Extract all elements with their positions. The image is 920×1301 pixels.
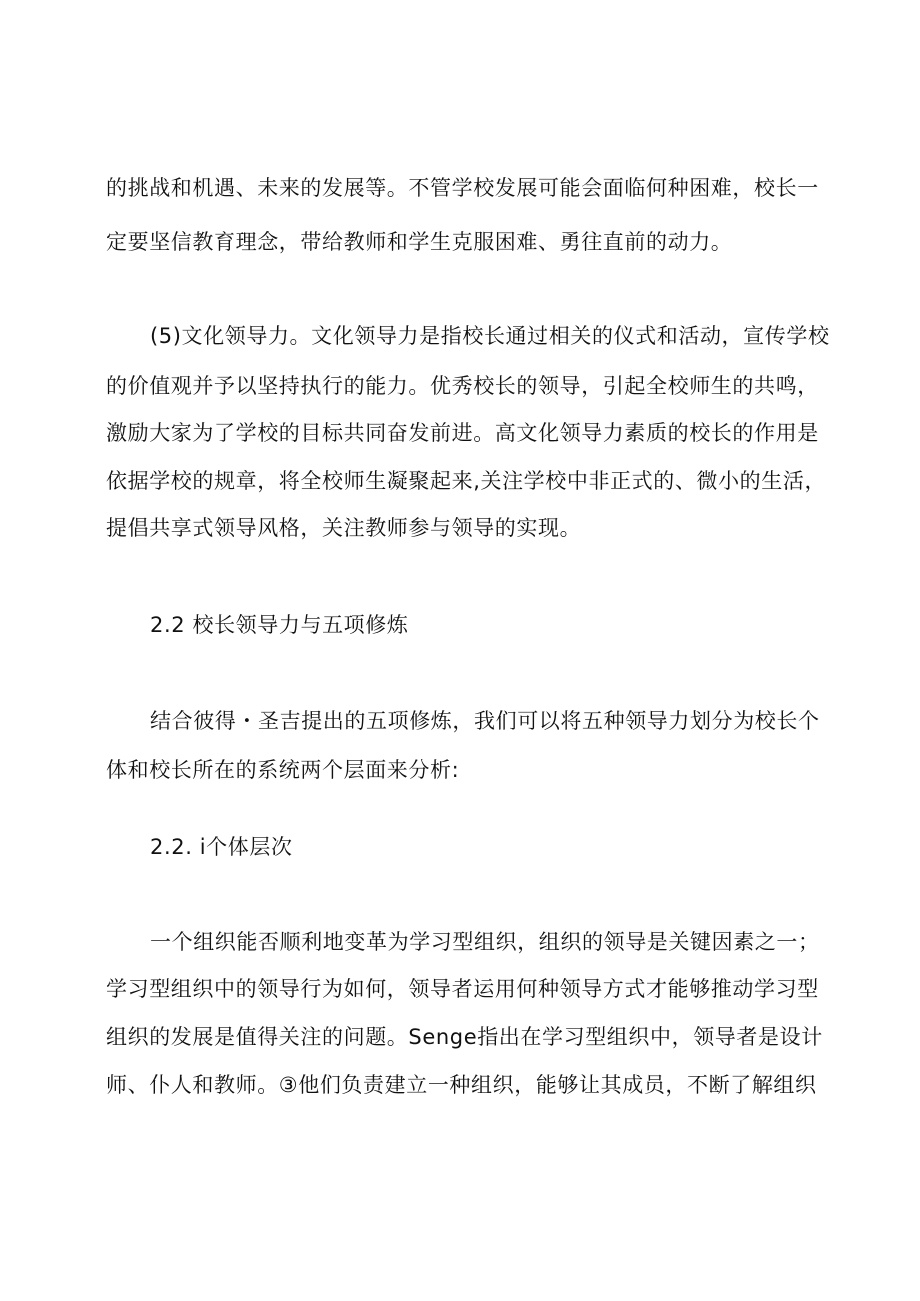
paragraph-3-line-2: 体和校长所在的系统两个层面来分析: — [106, 758, 460, 782]
paragraph-3-line-1: 结合彼得・圣吉提出的五项修炼，我们可以将五种领导力划分为校长个 — [150, 709, 820, 733]
section-heading-2-2: 2.2 校长领导力与五项修炼 — [150, 613, 409, 637]
paragraph-4-line-2: 学习型组织中的领导行为如何，领导者运用何种领导方式才能够推动学习型 — [106, 977, 819, 1001]
paragraph-4-line-3: 组织的发展是值得关注的问题。Senge指出在学习型组织中，领导者是设计 — [106, 1025, 823, 1049]
paragraph-2-line-5: 提倡共享式领导风格，关注教师参与领导的实现。 — [106, 516, 582, 540]
paragraph-4-line-1: 一个组织能否顺利地变革为学习型组织，组织的领导是关键因素之一； — [150, 930, 820, 954]
paragraph-4-line-4: 师、仆人和教师。③他们负责建立一种组织，能够让其成员，不断了解组织 — [106, 1073, 817, 1097]
paragraph-1-line-1: 的挑战和机遇、未来的发展等。不管学校发展可能会面临何种困难，校长一 — [106, 176, 819, 200]
paragraph-2-line-3: 激励大家为了学校的目标共同奋发前进。高文化领导力素质的校长的作用是 — [106, 421, 819, 445]
paragraph-2-line-4: 依据学校的规章，将全校师生凝聚起来,关注学校中非正式的、微小的生活， — [106, 469, 827, 493]
section-heading-2-2-i: 2.2. i个体层次 — [150, 835, 293, 859]
paragraph-2-line-1: (5)文化领导力。文化领导力是指校长通过相关的仪式和活动，宣传学校 — [150, 324, 830, 348]
paragraph-1-line-2: 定要坚信教育理念，带给教师和学生克服困难、勇往直前的动力。 — [106, 230, 733, 254]
paragraph-2-line-2: 的价值观并予以坚持执行的能力。优秀校长的领导，引起全校师生的共鸣， — [106, 374, 819, 398]
